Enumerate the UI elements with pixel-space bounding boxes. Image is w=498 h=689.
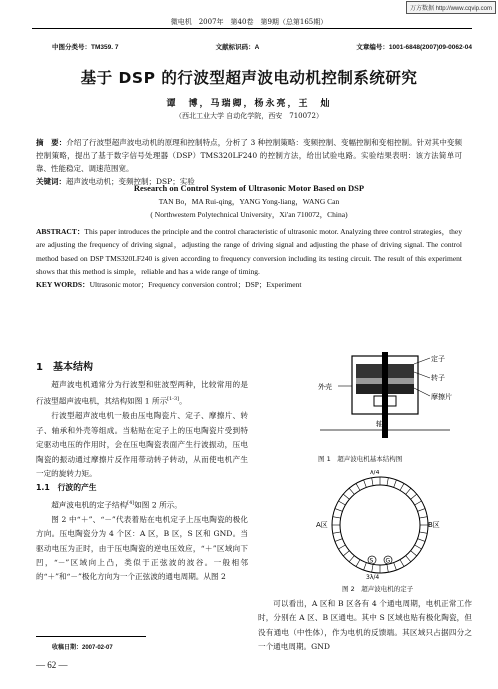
affiliation-cn: （西北工业大学 自动化学院，西安 710072） (175, 112, 323, 120)
ring-tick (333, 517, 341, 518)
ring-tick (335, 539, 343, 542)
abstract-en-label: ABSTRACT： (36, 227, 85, 236)
ring-tick (400, 483, 404, 490)
authors-en: TAN Bo，MA Rui-qing，YANG Yong-liang，WANG Can (158, 197, 340, 206)
abstract-cn-label: 摘 要： (36, 138, 67, 147)
ring-tick (415, 501, 422, 505)
ring-tick (406, 556, 411, 562)
label-gnd: G (385, 557, 391, 565)
ring-tick (333, 532, 341, 533)
paragraph: 可以看出，A 区和 B 区各有 4 个通电周期，电机正常工作时，分别在 A 区、B 区通电。其中 S 区域也贴有极化陶瓷，但没有通电（中性体），作为电机的反馈端。其区域只占据四分之一个通电周期。GND (258, 599, 472, 652)
abstract-cn-text: 介绍了行波型超声波电动机的原理和控制特点，分析了 3 种控制策略：变频控制、变幅控制和变相控制。针对其中变频控制策略，提出了基于数字信号处理器（DSP）TMS320LF240 的控制方法，给出试验电路。实验结果表明：该方法简单可靠、性能稳定、调速范围宽。 (36, 138, 463, 173)
article-number: 文章编号：1001-6848(2007)09-0062-04 (356, 44, 472, 51)
paragraph: 超声波电机通常分为行波型和驻波型两种，比较常用的是行波型超声波电机，其结构如图 1 所示[1-3]。 (36, 380, 248, 406)
citation[interactable]: [4] (127, 499, 135, 506)
ring-tick (335, 509, 343, 512)
paper-title-cn: 基于 DSP 的行波型超声波电动机控制系统研究 (80, 69, 418, 87)
label-friction: 摩擦片 (431, 393, 452, 401)
page-number: — 62 — (36, 660, 68, 670)
label-s: S (369, 557, 374, 565)
figure-2-stator (310, 470, 450, 580)
ring-tick (419, 517, 427, 518)
abstract-cn (36, 136, 462, 188)
classification-row (52, 42, 472, 51)
ring-tick (419, 532, 427, 533)
figure-1-motor-structure (300, 352, 470, 444)
ring-tick (387, 478, 388, 486)
ring-tick (343, 551, 349, 556)
ring-tick (411, 551, 417, 556)
ring-tick (364, 480, 367, 488)
keywords-cn-label: 关键词： (36, 177, 66, 186)
received-date: 收稿日期：2007-02-07 (52, 645, 113, 651)
label-housing: 外壳 (318, 383, 332, 391)
authors-cn: 谭 博，马瑞卿，杨永亮，王 灿 (166, 99, 332, 109)
ring-tick (372, 478, 373, 486)
header-rule (32, 28, 472, 29)
ring-tick (418, 509, 426, 512)
ring-tick (338, 501, 345, 505)
ring-tick (338, 545, 345, 549)
watermark-stamp: 万方数据 http://www.cqvip.com (406, 1, 496, 14)
keywords-en: Ultrasonic motor；Frequency conversion control；DSP；Experiment (89, 280, 302, 290)
abstract-en (36, 225, 462, 291)
paragraph: 行波型超声波电机一般由压电陶瓷片、定子、摩擦片、转子、轴承和外壳等组成。当粘贴在定子上的压电陶瓷片受到特定驱动电压的作用时，会在压电陶瓷表面产生行波振动，压电陶瓷的振动通过摩擦片反作用带动转子转动，从而使电机产生一定的旋转力矩。 (36, 411, 248, 478)
ring-tick (349, 556, 354, 562)
paragraph: 超声波电机的定子结构[4]如图 2 所示。 (51, 499, 182, 510)
document-code: 文献标识码：A (215, 44, 260, 51)
ring-tick (372, 564, 373, 572)
abstract-en-text: This paper introduces the principle and the control characteristic of ultrasonic motor. Analyzing three control strategies，they are adjusting the frequency of driving signal，adjusting the range of driving signal and adjusting the phase of driving signal. The control method based on DSP TMS320LF240 is given according to frequency conversion including its testing circuit. The result of this experiment shows that this method is simple，reliable and has a wide range of timing. (36, 227, 462, 276)
section-heading: 1 基本结构 (36, 362, 93, 373)
clc-number: 中图分类号：TM359. 7 (52, 44, 119, 51)
ring-tick (411, 494, 417, 499)
ring-tick (356, 483, 360, 490)
ring-tick (394, 563, 397, 571)
label-a-zone: A区 (316, 521, 328, 529)
ring-tick (394, 480, 397, 488)
label-stator: 定子 (431, 355, 445, 363)
ring-tick (356, 560, 360, 567)
citation[interactable]: [1-3] (167, 396, 180, 403)
ring-tick (387, 564, 388, 572)
label-quarter: λ/4 (370, 470, 380, 476)
ring-tick (364, 563, 367, 571)
ring-tick (418, 539, 426, 542)
label-three-quarter: 3λ/4 (366, 574, 380, 580)
ring-tick (415, 545, 422, 549)
ring-tick (349, 488, 354, 494)
left-column (36, 378, 248, 585)
right-column (258, 597, 472, 655)
affiliation-en: ( Northwestern Polytechnical University，Xi'an 710072，China) (150, 210, 348, 219)
figure-1-caption: 图 1 超声波电机基本结构图 (318, 455, 403, 463)
ring-tick (343, 494, 349, 499)
ring-tick (400, 560, 404, 567)
keywords-cn: 超声波电动机；变频控制；DSP；实验 (66, 177, 195, 186)
keywords-en-label: KEY WORDS： (36, 280, 90, 290)
label-shaft: 轴 (376, 420, 383, 428)
label-rotor: 转子 (431, 374, 445, 382)
label-b-zone: B区 (428, 521, 440, 529)
paper-title-en: Research on Control System of Ultrasonic Motor Based on DSP (133, 183, 365, 193)
journal-header: 微电机 2007年 第40卷 第9期（总第165期） (170, 18, 328, 26)
paragraph: 图 2 中“＋”、“－”代表着贴在电机定子上压电陶瓷的极化方向。压电陶瓷分为 4 个区：A 区，B 区，S 区和 GND。当驱动电压为正时，由于压电陶瓷的逆电压效应，“＋”区域向下凹，“－”区域向上凸，类似于正弦波的波谷。一般相邻的“＋”和“－”极化方向为一个正弦波的通电周期。从图 2 (36, 514, 248, 582)
figure-2-caption: 图 2 超声波电机的定子 (342, 585, 414, 593)
footnote-rule (36, 636, 146, 637)
subsection-heading: 1.1 行波的产生 (36, 483, 97, 493)
ring-tick (406, 488, 411, 494)
